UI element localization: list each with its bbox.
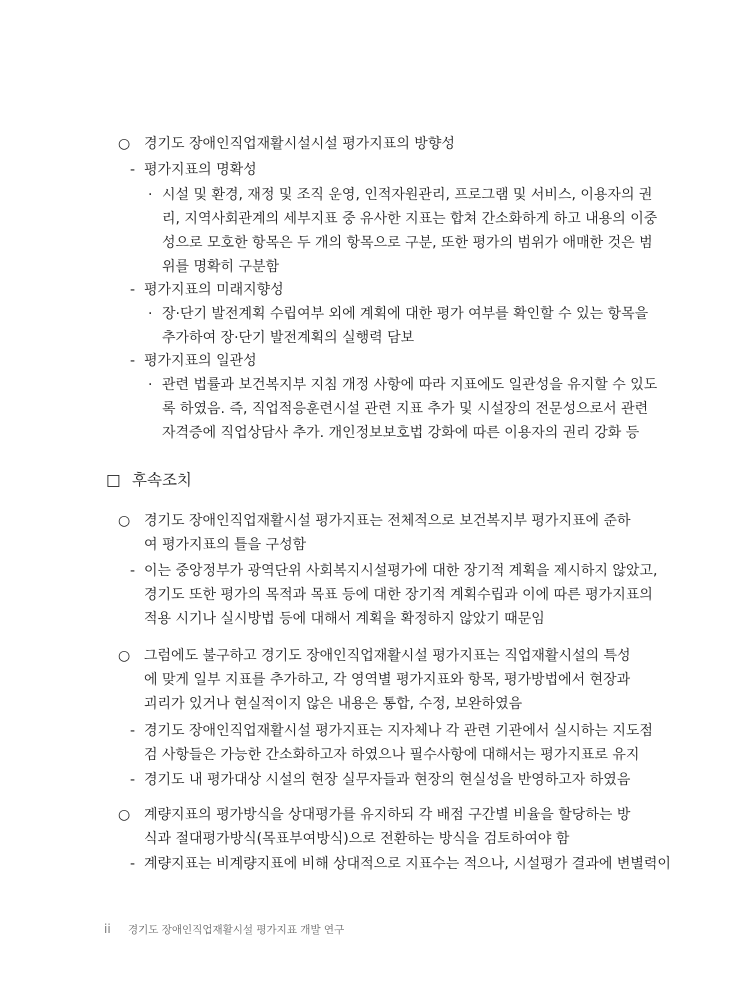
section2-title: 후속조치 <box>132 471 192 489</box>
bullet-line: 성으로 모호한 항목은 두 개의 항목으로 구분, 또한 평가의 범위가 애매한 것은 범 <box>162 235 653 251</box>
dot-marker: · <box>148 187 153 203</box>
sub-heading-future: 평가지표의 미래지향성 <box>144 282 284 298</box>
paragraph-line: 여 평가지표의 틀을 구성함 <box>144 537 307 553</box>
dot-marker: · <box>148 377 153 393</box>
bullet-line: 위를 명확히 구분함 <box>162 259 280 275</box>
dash-marker: - <box>130 162 136 178</box>
bullet-line: 추가하여 장·단기 발전계획의 실행력 담보 <box>162 330 415 346</box>
circle-marker: ○ <box>118 648 131 664</box>
bullet-line: 록 하였음. 즉, 직업적응훈련시설 관련 지표 추가 및 시설장의 전문성으로서 관련 <box>162 401 649 417</box>
section1-heading: 경기도 장애인직업재활시설시설 평가지표의 방향성 <box>144 136 455 152</box>
dash-line: 적용 시기나 실시방법 등에 대해서 계획을 확정하지 않았기 때문임 <box>144 611 545 627</box>
paragraph-line: 식과 절대평가방식(목표부여방식)으로 전환하는 방식을 검토하여야 함 <box>144 831 570 847</box>
paragraph-line: 계량지표의 평가방식을 상대평가를 유지하되 각 배점 구간별 비율을 할당하는 방 <box>144 807 631 823</box>
dash-marker: - <box>130 856 136 872</box>
bullet-line: 자격증에 직업상담사 추가. 개인정보보호법 강화에 따른 이용자의 권리 강화 등 <box>162 425 640 441</box>
sub-heading-clarity: 평가지표의 명확성 <box>144 162 257 178</box>
dash-line: 경기도 내 평가대상 시설의 현장 실무자들과 현장의 현실성을 반영하고자 하였음 <box>144 772 631 788</box>
circle-marker: ○ <box>118 807 131 823</box>
dot-marker: · <box>148 306 153 322</box>
running-title: 경기도 장애인직업재활시설 평가지표 개발 연구 <box>128 924 345 936</box>
bullet-line: 관련 법률과 보건복지부 지침 개정 사항에 따라 지표에도 일관성을 유지할 수 있도 <box>162 377 658 393</box>
bullet-line: 장·단기 발전계획 수립여부 외에 계획에 대한 평가 여부를 확인할 수 있는 항목을 <box>162 306 649 322</box>
dash-marker: - <box>130 282 136 298</box>
dash-marker: - <box>130 563 136 579</box>
circle-marker: ○ <box>118 136 131 152</box>
paragraph-line: 괴리가 있거나 현실적이지 않은 내용은 통합, 수정, 보완하였음 <box>144 696 523 712</box>
bullet-line: 시설 및 환경, 재정 및 조직 운영, 인적자원관리, 프로그램 및 서비스, 이용자의 권 <box>162 187 653 203</box>
dash-line: 이는 중앙정부가 광역단위 사회복지시설평가에 대한 장기적 계획을 제시하지 않았고, <box>144 563 658 579</box>
square-marker: □ <box>106 471 121 489</box>
paragraph-line: 경기도 장애인직업재활시설 평가지표는 전체적으로 보건복지부 평가지표에 준하 <box>144 513 631 529</box>
circle-marker: ○ <box>118 513 131 529</box>
dash-line: 경기도 또한 평가의 목적과 목표 등에 대한 장기적 계획수립과 이에 따른 평가지표의 <box>144 587 653 603</box>
dash-line: 경기도 장애인직업재활시설 평가지표는 지자체나 각 관련 기관에서 실시하는 지도점 <box>144 723 653 739</box>
bullet-line: 리, 지역사회관계의 세부지표 중 유사한 지표는 합쳐 간소화하게 하고 내용의 이중 <box>162 211 658 227</box>
dash-line: 계량지표는 비계량지표에 비해 상대적으로 지표수는 적으나, 시설평가 결과에 변별력이 <box>144 856 671 872</box>
dash-line: 검 사항들은 가능한 간소화하고자 하였으나 필수사항에 대해서는 평가지표로 유지 <box>144 747 640 763</box>
sub-heading-consistency: 평가지표의 일관성 <box>144 353 257 369</box>
page-number: ii <box>104 922 111 936</box>
paragraph-line: 그럼에도 불구하고 경기도 장애인직업재활시설 평가지표는 직업재활시설의 특성 <box>144 648 631 664</box>
dash-marker: - <box>130 353 136 369</box>
paragraph-line: 에 맞게 일부 지표를 추가하고, 각 영역별 평가지표와 항목, 평가방법에서 현장과 <box>144 672 631 688</box>
dash-marker: - <box>130 772 136 788</box>
dash-marker: - <box>130 723 136 739</box>
